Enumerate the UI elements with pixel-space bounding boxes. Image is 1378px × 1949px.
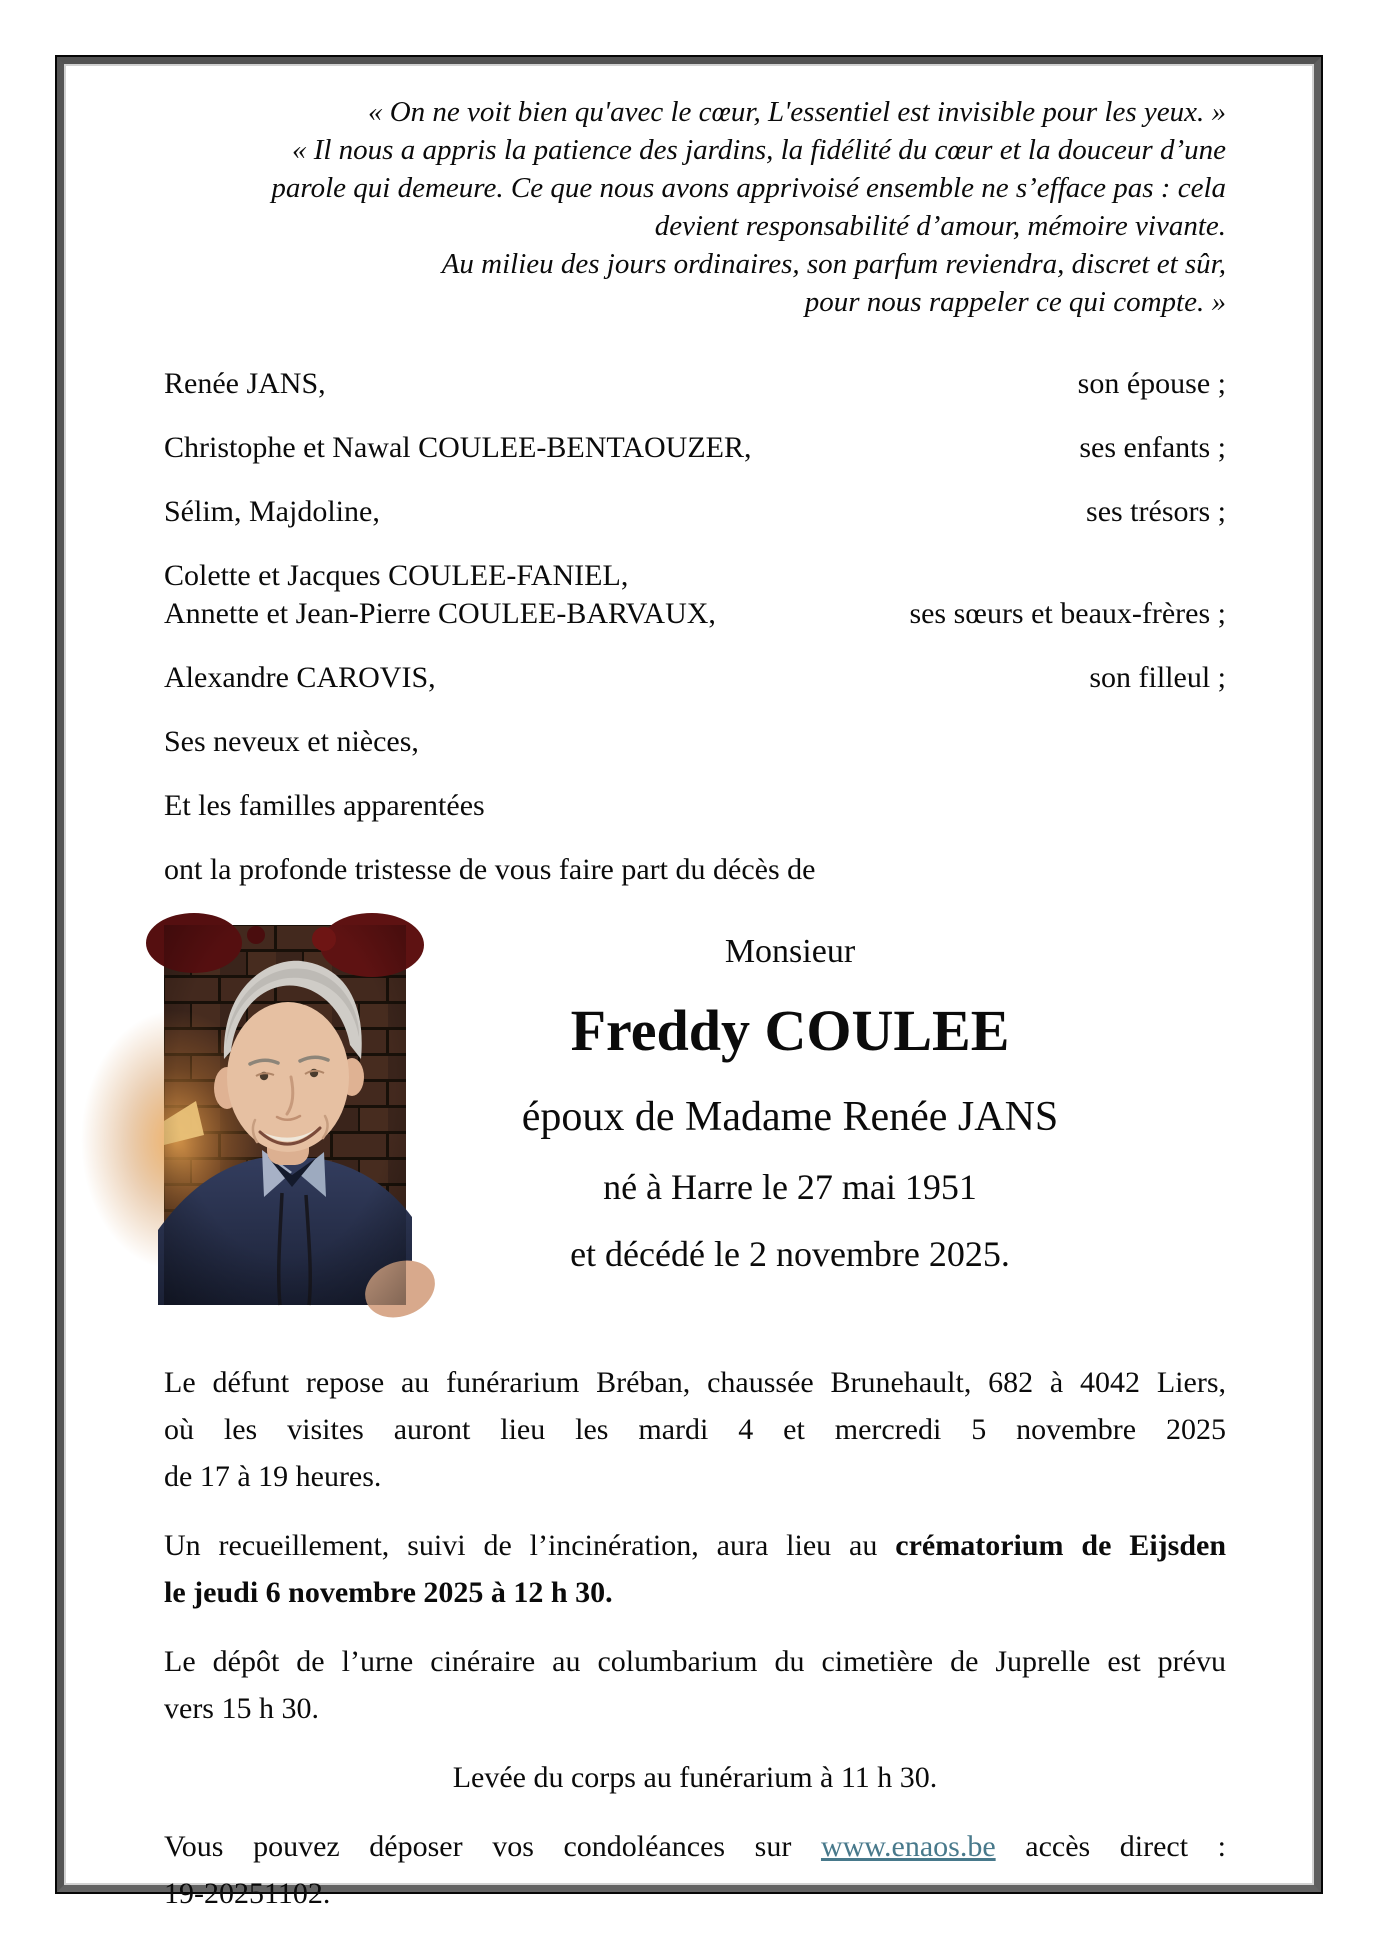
family-relation: ses sœurs et beaux-frères ; bbox=[909, 597, 1226, 630]
text-segment: Vous pouvez déposer vos condoléances sur bbox=[164, 1830, 792, 1863]
spouse-line: époux de Madame Renée JANS bbox=[521, 1094, 1059, 1140]
deceased-photo bbox=[164, 925, 406, 1305]
birth-line: né à Harre le 27 mai 1951 bbox=[603, 1167, 977, 1207]
family-relation: son épouse ; bbox=[1077, 367, 1226, 400]
paragraph-line: de 17 à 19 heures. bbox=[164, 1460, 382, 1493]
family-names: Renée JANS, bbox=[164, 367, 326, 400]
card-page bbox=[64, 64, 1314, 1910]
family-row bbox=[164, 429, 1226, 467]
quote-line: parole qui demeure. Ce que nous avons apprivoisé ensemble ne s’efface pas : cela bbox=[271, 172, 1226, 204]
family-relation: ses enfants ; bbox=[1079, 431, 1226, 464]
family-row bbox=[164, 557, 1226, 633]
quote-line: « On ne voit bien qu'avec le cœur, L'essentiel est invisible pour les yeux. » bbox=[367, 96, 1226, 128]
family-row bbox=[164, 659, 1226, 697]
announcement-line: ont la profonde tristesse de vous faire part du décès de bbox=[164, 853, 816, 886]
deceased-name: Freddy COULEE bbox=[570, 998, 1010, 1063]
levee-line: Levée du corps au funérarium à 11 h 30. bbox=[452, 1761, 938, 1794]
family-list bbox=[164, 365, 1226, 889]
text-segment: Un recueillement, suivi de l’incinération, aura lieu au bbox=[164, 1529, 878, 1562]
paragraph-line: Le dépôt de l’urne cinéraire au columbarium du cimetière de Juprelle est prévu bbox=[164, 1645, 1226, 1678]
family-names: Annette et Jean-Pierre COULEE-BARVAUX, bbox=[164, 597, 716, 630]
ceremony-date-bold: le jeudi 6 novembre 2025 à 12 h 30. bbox=[164, 1576, 613, 1609]
quote-line: pour nous rappeler ce qui compte. » bbox=[804, 286, 1226, 318]
family-row bbox=[164, 723, 1226, 761]
opening-quote bbox=[164, 93, 1226, 321]
family-row bbox=[164, 493, 1226, 531]
deceased-block bbox=[164, 925, 1226, 1305]
family-names: Christophe et Nawal COULEE-BENTAOUZER, bbox=[164, 431, 752, 464]
family-names: Alexandre CAROVIS, bbox=[164, 661, 436, 694]
paragraph-line bbox=[164, 1522, 1226, 1569]
family-row bbox=[164, 787, 1226, 825]
paragraph-line bbox=[164, 1823, 1226, 1870]
outer-frame bbox=[55, 55, 1323, 1910]
quote-line: « Il nous a appris la patience des jardins, la fidélité du cœur et la douceur d’une bbox=[291, 134, 1226, 166]
enaos-link[interactable]: www.enaos.be bbox=[820, 1830, 996, 1863]
family-relation: son filleul ; bbox=[1089, 661, 1226, 694]
paragraph-line: vers 15 h 30. bbox=[164, 1692, 319, 1725]
death-line: et décédé le 2 novembre 2025. bbox=[570, 1234, 1010, 1274]
recueillement-paragraph bbox=[164, 1522, 1226, 1616]
crematorium-bold: crématorium de Eijsden bbox=[895, 1529, 1227, 1562]
access-code-line: 19-20251102. bbox=[164, 1877, 331, 1910]
repose-paragraph bbox=[164, 1359, 1226, 1500]
quote-line: devient responsabilité d’amour, mémoire vivante. bbox=[654, 210, 1226, 242]
family-names: Et les familles apparentées bbox=[164, 789, 485, 822]
frame-band bbox=[57, 57, 1321, 1910]
family-relation: ses trésors ; bbox=[1086, 495, 1226, 528]
paragraph-line: Le défunt repose au funérarium Bréban, chaussée Brunehault, 682 à 4042 Liers, bbox=[164, 1366, 1226, 1399]
urne-paragraph bbox=[164, 1638, 1226, 1732]
identity-column bbox=[406, 925, 1226, 1305]
civility: Monsieur bbox=[724, 933, 856, 970]
family-names: Colette et Jacques COULEE-FANIEL, bbox=[164, 559, 629, 592]
family-names: Ses neveux et nièces, bbox=[164, 725, 419, 758]
quote-line: Au milieu des jours ordinaires, son parfum reviendra, discret et sûr, bbox=[441, 248, 1226, 280]
portrait-illustration bbox=[164, 925, 406, 1305]
text-segment: accès direct : bbox=[1025, 1830, 1227, 1863]
family-row bbox=[164, 365, 1226, 403]
condoleances-paragraph bbox=[164, 1823, 1226, 1917]
family-names: Sélim, Majdoline, bbox=[164, 495, 380, 528]
paragraph-line: où les visites auront lieu les mardi 4 et mercredi 5 novembre 2025 bbox=[164, 1413, 1226, 1446]
